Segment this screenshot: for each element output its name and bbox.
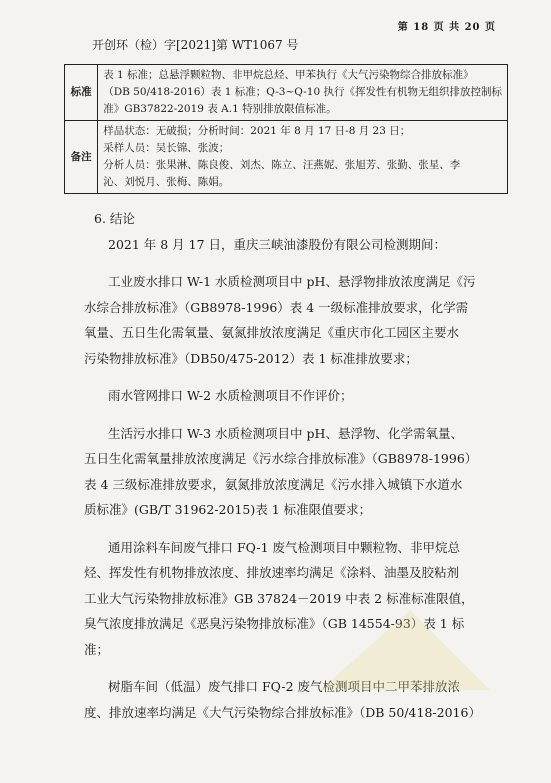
paragraph-line: 烃、挥发性有机物排放浓度、排放速率均满足《涂料、油墨及胶粘剂	[84, 565, 460, 580]
paragraph-line: 氧量、五日生化需氧量、氨氮排放浓度满足《重庆市化工园区主要水	[84, 325, 460, 340]
info-table	[64, 64, 508, 194]
remarks-label: 备注	[65, 121, 98, 194]
paragraph-gap	[84, 371, 508, 383]
standard-row	[65, 65, 508, 121]
standard-line: 准》GB37822-2019 表 A.1 特别排放限值标准。	[103, 103, 337, 115]
standard-line: （DB 50/418-2016）表 1 标准；Q-3~Q-10 执行《挥发性有机物无组织排放控制标	[103, 86, 502, 98]
paragraph-line: 准；	[84, 641, 110, 657]
remarks-row	[65, 121, 508, 194]
watermark-shape	[300, 600, 500, 700]
conclusion-paragraph	[84, 269, 508, 371]
paragraph-line: 通用涂料车间废气排口 FQ-1 废气检测项目中颗粒物、非甲烷总	[108, 539, 461, 555]
paragraph-line: 工业废水排口 W-1 水质检测项目中 pH、悬浮物排放浓度满足《污	[108, 274, 476, 289]
paragraph-line: 2021 年 8 月 17 日，重庆三峡油漆股份有限公司检测期间：	[108, 236, 447, 252]
conclusion-paragraph	[84, 383, 508, 409]
paragraph-line: 生活污水排口 W-3 水质检测项目中 pH、悬浮物、化学需氧量、	[108, 425, 463, 441]
page-number: 第 18 页 共 20 页	[397, 22, 496, 33]
conclusion-paragraph	[84, 421, 508, 523]
paragraph-line: 五日生化需氧量排放浓度满足《污水综合排放标准》（GB8978-1996）	[84, 451, 478, 466]
standard-label: 标准	[65, 65, 98, 121]
paragraph-gap	[84, 409, 508, 421]
standard-line: 表 1 标准；总悬浮颗粒物、非甲烷总烃、甲苯执行《大气污染物综合排放标准》	[103, 69, 474, 81]
paragraph-line: 度、排放速率均满足《大气污染物综合排放标准》（DB 50/418-2016）	[84, 704, 481, 720]
paragraph-line: 工业大气污染物排放标准》GB 37824－2019 中表 2 标准标准限值，	[84, 590, 474, 606]
paragraph-line: 污染物排放标准》（DB50/475-2012）表 1 标准排放要求；	[84, 350, 418, 366]
paragraph-gap	[84, 523, 508, 535]
remarks-content	[98, 121, 508, 194]
paragraph-line: 树脂车间（低温）废气排口 FQ-2 废气检测项目中二甲苯排放浓	[108, 679, 461, 694]
conclusion-paragraph	[84, 232, 508, 258]
standard-content	[98, 65, 508, 121]
document-number: 开创环（检）字[2021]第 WT1067 号	[92, 38, 299, 52]
paragraph-line: 臭气浓度排放满足《恶臭污染物排放标准》（GB 14554-93）表 1 标	[84, 616, 465, 631]
paragraph-line: 水综合排放标准》（GB8978-1996）表 4 一级标准排放要求，化学需	[84, 299, 469, 315]
remarks-line: 沁、刘悦月、张梅、陈娟。	[103, 176, 230, 188]
paragraph-line: 质标准》(GB/T 31962-2015)表 1 标准限值要求；	[84, 502, 372, 517]
remarks-line: 样品状态：无破损；分析时间：2021 年 8 月 17 日-8 月 23 日；	[103, 125, 411, 137]
remarks-line: 分析人员：张果淋、陈良俊、刘杰、陈立、汪燕妮、张旭芳、张勤、张星、李	[103, 159, 461, 171]
paragraph-line: 雨水管网排口 W-2 水质检测项目不作评价；	[108, 388, 353, 403]
conclusion-heading: 6. 结论	[94, 211, 135, 226]
paragraph-gap	[84, 257, 508, 269]
paragraph-line: 表 4 三级标准排放要求，氨氮排放浓度满足《污水排入城镇下水道水	[84, 476, 463, 492]
remarks-line: 采样人员：吴长锦、张波；	[103, 142, 230, 154]
